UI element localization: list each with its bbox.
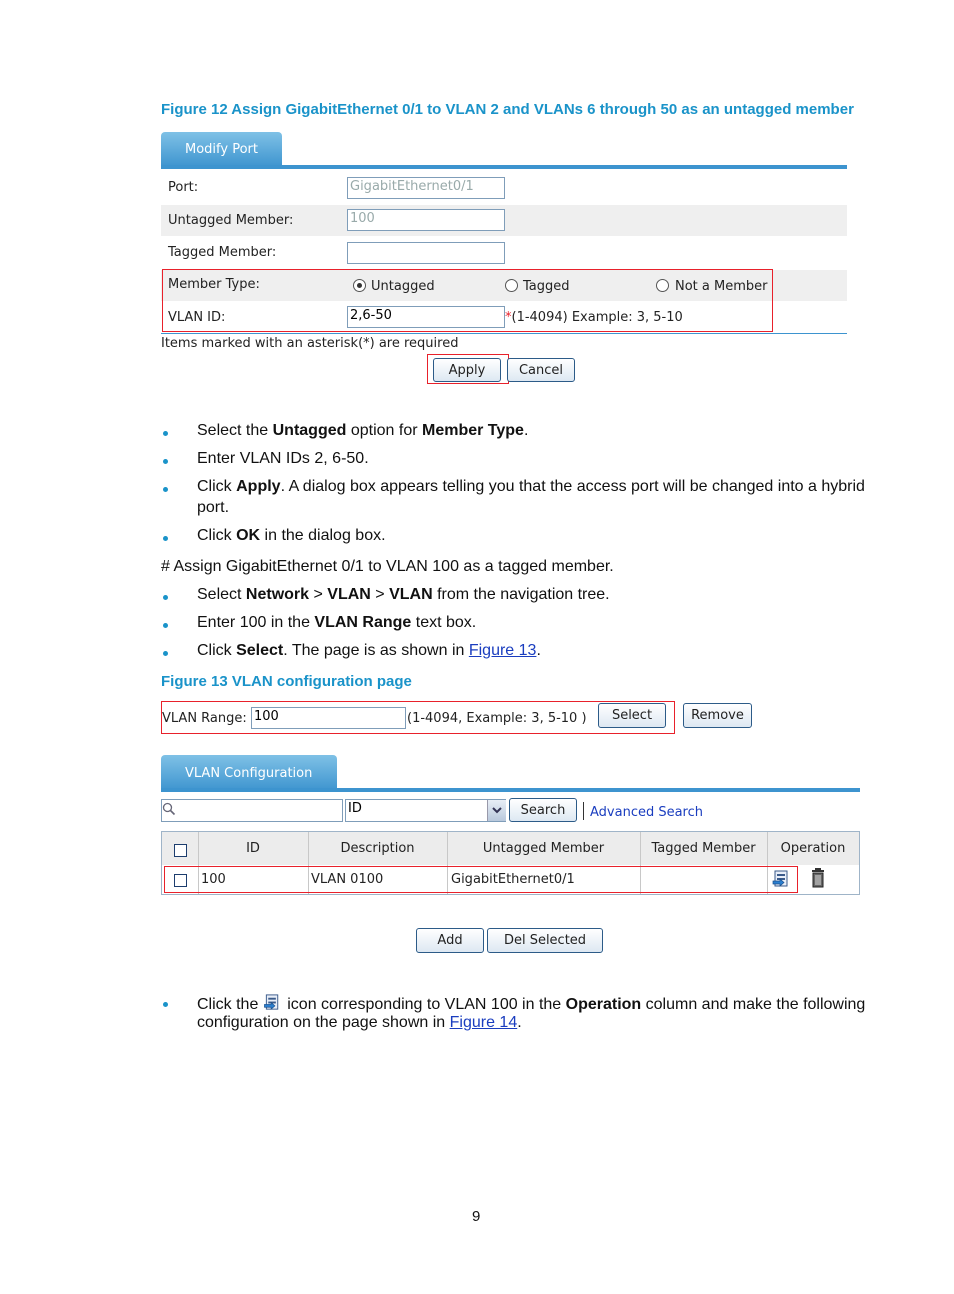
highlight-vlan-range — [161, 701, 675, 734]
bullet — [163, 1002, 168, 1007]
remove-button[interactable] — [683, 703, 752, 728]
tab-vlan-configuration[interactable] — [161, 755, 337, 791]
figure-14-link[interactable]: Figure 14 — [449, 1014, 518, 1031]
tab-underline — [161, 165, 847, 169]
remove-label: Remove — [691, 708, 744, 723]
radio-untagged-label: Untagged — [371, 279, 435, 294]
col-header-tagged[interactable]: Tagged Member — [651, 841, 756, 856]
figure-13-link[interactable]: Figure 13 — [468, 642, 537, 659]
step-enter-vlan-ids: Enter VLAN IDs 2, 6-50. — [197, 450, 369, 467]
vlan-id-label: VLAN ID: — [168, 310, 226, 325]
tagged-member-field[interactable] — [347, 242, 505, 264]
form-bottom-line — [161, 333, 847, 334]
tab-modify-port-label: Modify Port — [185, 142, 258, 157]
bullet — [163, 459, 168, 464]
row-untagged-member: GigabitEthernet0/1 — [451, 872, 575, 887]
magnifier-icon — [162, 802, 176, 816]
add-label: Add — [437, 933, 463, 948]
port-field: GigabitEthernet0/1 — [347, 177, 505, 199]
vlan-id-hint: (1-4094) Example: 3, 5-10 — [511, 310, 683, 325]
step-click-ok: Click OK in the dialog box. — [197, 527, 386, 544]
required-asterisk: * — [505, 310, 512, 325]
row-id: 100 — [201, 872, 226, 887]
step-click-select: Click Select. The page is as shown in Figure 13. — [197, 642, 541, 659]
untagged-member-field: 100 — [347, 209, 505, 231]
tab-vlan-configuration-label: VLAN Configuration — [185, 765, 313, 781]
assign-line: # Assign GigabitEthernet 0/1 to VLAN 100 as a tagged member. — [161, 558, 614, 575]
select-all-checkbox[interactable] — [174, 844, 187, 857]
radio-tagged-label: Tagged — [523, 279, 570, 294]
step-select-network-vlan: Select Network > VLAN > VLAN from the navigation tree. — [197, 586, 610, 603]
bullet — [163, 487, 168, 492]
search-field-value: ID — [348, 801, 362, 816]
required-note: Items marked with an asterisk(*) are required — [161, 336, 459, 351]
member-type-label: Member Type: — [168, 277, 260, 292]
bullet — [163, 431, 168, 436]
search-field-select[interactable] — [345, 799, 506, 822]
tagged-member-label: Tagged Member: — [168, 245, 277, 260]
row-description: VLAN 0100 — [311, 872, 384, 887]
step-enter-vlan-range: Enter 100 in the VLAN Range text box. — [197, 614, 477, 631]
bullet — [163, 623, 168, 628]
port-label: Port: — [168, 180, 199, 195]
divider — [583, 802, 584, 820]
add-button[interactable] — [416, 928, 484, 953]
search-input[interactable] — [161, 799, 343, 822]
chevron-down-icon[interactable] — [487, 800, 506, 821]
bullet — [163, 595, 168, 600]
edit-port-icon — [263, 993, 283, 1012]
step-click-edit-icon-cont: configuration on the page shown in Figure 14. — [197, 1014, 522, 1031]
del-selected-label: Del Selected — [503, 933, 587, 948]
step-click-apply: Click Apply. A dialog box appears telling you that the access port will be changed into a hybrid — [197, 478, 865, 495]
radio-not-member-label: Not a Member — [675, 279, 768, 294]
highlight-member-type — [162, 269, 773, 332]
tab-underline-2 — [161, 788, 860, 792]
highlight-vlan-row — [164, 866, 798, 893]
search-label: Search — [520, 802, 566, 818]
highlight-apply — [427, 354, 509, 384]
vlan-id-field[interactable]: 2,6-50 — [347, 306, 505, 328]
cancel-button[interactable] — [507, 358, 575, 382]
step-click-edit-icon: Click the icon corresponding to VLAN 100 in the Operation column and make the following — [197, 993, 865, 1014]
figure-12-caption: Figure 12 Assign GigabitEthernet 0/1 to VLAN 2 and VLANs 6 through 50 as an untagged member — [161, 101, 854, 118]
vlan-range-input[interactable]: 100 — [251, 707, 406, 729]
figure-13-caption: Figure 13 VLAN configuration page — [161, 673, 412, 690]
advanced-search-link[interactable]: Advanced Search — [590, 805, 704, 820]
step-click-apply-cont: port. — [197, 499, 230, 516]
bullet — [163, 651, 168, 656]
page-number: 9 — [472, 1208, 481, 1225]
vlan-range-label: VLAN Range: — [162, 711, 247, 726]
search-button[interactable] — [509, 798, 577, 822]
tab-modify-port[interactable] — [161, 132, 282, 167]
col-header-untagged[interactable]: Untagged Member — [482, 841, 605, 856]
bullet — [163, 536, 168, 541]
del-selected-button[interactable] — [487, 928, 603, 953]
untagged-member-label: Untagged Member: — [168, 213, 294, 228]
col-header-id[interactable]: ID — [246, 841, 260, 856]
col-header-operation: Operation — [780, 841, 846, 856]
apply-label: Apply — [448, 362, 486, 378]
cancel-label: Cancel — [518, 362, 564, 378]
select-label: Select — [611, 708, 653, 723]
trash-icon[interactable] — [810, 867, 826, 888]
step-select-untagged: Select the Untagged option for Member Type. — [197, 422, 529, 439]
vlan-range-hint: (1-4094, Example: 3, 5-10 ) — [407, 711, 587, 726]
col-header-description[interactable]: Description — [340, 841, 415, 856]
